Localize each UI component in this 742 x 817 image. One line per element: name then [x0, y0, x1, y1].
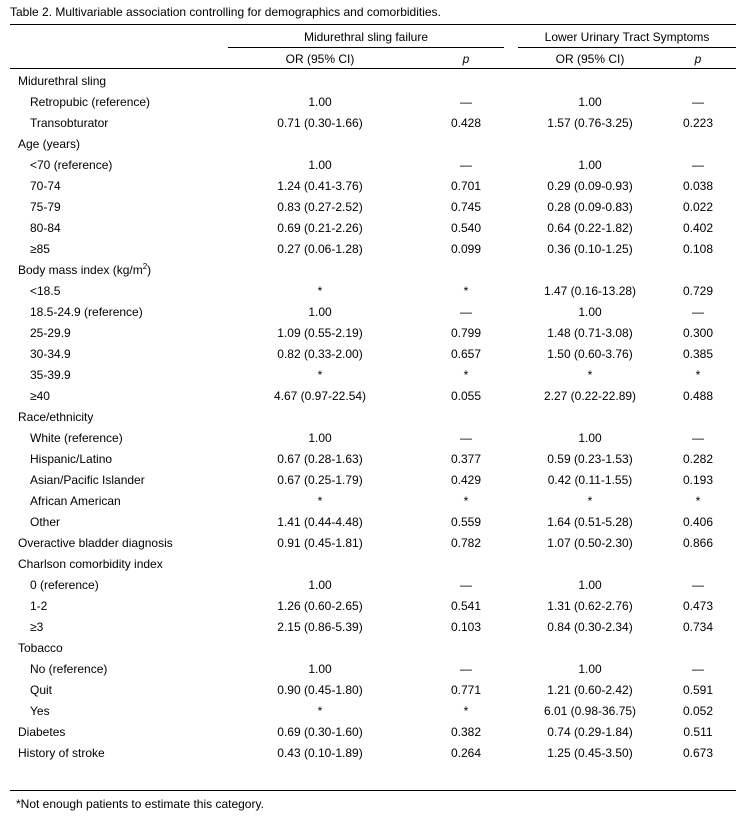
p-value-1: —: [460, 662, 472, 676]
p-value-1: 0.799: [450, 326, 482, 340]
p-value-2: *: [695, 494, 701, 508]
table-caption: Table 2. Multivariable association controlling for demographics and comorbidities.: [10, 5, 441, 19]
or-value-2: 1.00: [578, 95, 602, 109]
or-value-1: 1.00: [308, 305, 332, 319]
p-value-1: —: [460, 158, 472, 172]
row-label: [30, 704, 50, 718]
row-label: [30, 95, 150, 109]
p-value-2: 0.052: [682, 704, 714, 718]
p-value-1: 0.771: [450, 683, 482, 697]
header-or-1: OR (95% CI): [285, 52, 355, 66]
row-label: [30, 578, 99, 592]
p-value-2: 0.511: [683, 725, 713, 739]
row-label-text: African American: [30, 494, 121, 508]
row-label: [30, 473, 145, 487]
row-label-text: 25-29.9: [30, 326, 71, 340]
row-label: [30, 515, 60, 529]
or-value-2: 1.21 (0.60-2.42): [547, 683, 633, 697]
or-value-1: 0.82 (0.33-2.00): [277, 347, 363, 361]
p-value-2: 0.282: [682, 452, 714, 466]
or-value-2: 1.57 (0.76-3.25): [547, 116, 633, 130]
p-value-1: —: [460, 95, 472, 109]
row-label: [30, 305, 143, 319]
row-label: [30, 200, 61, 214]
header-p-2: p: [694, 52, 702, 66]
p-value-2: 0.673: [682, 746, 714, 760]
row-label-text: Hispanic/Latino: [30, 452, 113, 466]
or-value-2: 0.28 (0.09-0.83): [547, 200, 633, 214]
or-value-1: 0.43 (0.10-1.89): [277, 746, 363, 760]
or-value-1: 0.27 (0.06-1.28): [277, 242, 363, 256]
row-label-text: 0 (reference): [30, 578, 99, 592]
p-value-2: 0.385: [682, 347, 714, 361]
row-label-text: Yes: [30, 704, 50, 718]
row-label-text: Asian/Pacific Islander: [30, 473, 145, 487]
row-label-text: Overactive bladder diagnosis: [18, 536, 173, 550]
row-group-label: [18, 263, 151, 277]
p-value-2: 0.473: [682, 599, 714, 613]
or-value-2: 0.29 (0.09-0.93): [547, 179, 633, 193]
p-value-2: —: [692, 158, 704, 172]
row-label: [30, 389, 50, 403]
row-group-label: [18, 536, 173, 550]
p-value-1: *: [463, 494, 469, 508]
row-label-text: Tobacco: [18, 641, 63, 655]
row-label: [30, 242, 50, 256]
row-label-text: <70 (reference): [30, 158, 113, 172]
or-value-1: 1.00: [308, 431, 332, 445]
row-label: [30, 116, 108, 130]
p-value-1: 0.429: [450, 473, 482, 487]
or-value-1: 0.69 (0.30-1.60): [277, 725, 363, 739]
or-value-2: *: [587, 494, 593, 508]
row-label-text: 70-74: [30, 179, 61, 193]
row-label: [30, 620, 43, 634]
p-value-1: —: [460, 305, 472, 319]
or-value-1: 1.24 (0.41-3.76): [277, 179, 363, 193]
row-group-label: [18, 746, 105, 760]
p-value-1: 0.657: [450, 347, 482, 361]
or-value-2: 1.07 (0.50-2.30): [547, 536, 633, 550]
header-or-2: OR (95% CI): [555, 52, 625, 66]
row-group-label: [18, 74, 106, 88]
p-value-2: 0.734: [682, 620, 714, 634]
or-value-2: 1.31 (0.62-2.76): [547, 599, 633, 613]
row-label: [30, 599, 47, 613]
row-label-text: ≥85: [30, 242, 50, 256]
p-value-2: 0.406: [682, 515, 714, 529]
or-value-2: 0.59 (0.23-1.53): [547, 452, 633, 466]
p-value-1: *: [463, 284, 469, 298]
row-group-label: [18, 725, 65, 739]
p-value-1: 0.540: [450, 221, 482, 235]
row-label-text: Race/ethnicity: [18, 410, 94, 424]
row-label-text: Charlson comorbidity index: [18, 557, 163, 571]
row-label: [30, 452, 112, 466]
p-value-2: 0.729: [682, 284, 714, 298]
bottom-rule: [10, 790, 736, 791]
p-value-1: 0.541: [450, 599, 482, 613]
or-value-1: 0.67 (0.25-1.79): [277, 473, 363, 487]
row-label: [30, 158, 112, 172]
p-value-1: 0.745: [450, 200, 482, 214]
or-value-2: 1.00: [578, 431, 602, 445]
p-value-2: 0.591: [682, 683, 714, 697]
p-value-1: *: [463, 704, 469, 718]
or-value-1: 0.71 (0.30-1.66): [277, 116, 363, 130]
row-label-text: Retropubic (reference): [30, 95, 151, 109]
p-value-1: —: [460, 578, 472, 592]
or-value-2: 0.42 (0.11-1.55): [547, 473, 633, 487]
or-value-2: 1.48 (0.71-3.08): [547, 326, 633, 340]
p-value-2: —: [692, 431, 704, 445]
or-value-1: 2.15 (0.86-5.39): [277, 620, 363, 634]
p-value-2: 0.402: [682, 221, 714, 235]
header-rule: [10, 68, 736, 69]
p-value-2: —: [692, 305, 704, 319]
or-value-1: 1.00: [308, 95, 332, 109]
row-label-text: White (reference): [30, 431, 123, 445]
row-label-text: 75-79: [30, 200, 61, 214]
p-value-2: 0.193: [682, 473, 714, 487]
p-value-2: —: [692, 95, 704, 109]
or-value-1: *: [317, 494, 323, 508]
p-value-1: *: [463, 368, 469, 382]
or-value-2: 1.64 (0.51-5.28): [547, 515, 633, 529]
or-value-1: 0.69 (0.21-2.26): [277, 221, 363, 235]
row-label-text: Quit: [30, 683, 53, 697]
row-label-text: 18.5-24.9 (reference): [30, 305, 143, 319]
row-label-text: ≥3: [30, 620, 44, 634]
header-group-sling-failure: Midurethral sling failure: [303, 30, 429, 44]
or-value-1: 0.67 (0.28-1.63): [277, 452, 363, 466]
p-value-2: —: [692, 578, 704, 592]
row-label-text: Other: [30, 515, 61, 529]
row-label-text: Midurethral sling: [18, 74, 107, 88]
row-label-text: <18.5: [30, 284, 61, 298]
row-label: [30, 326, 71, 340]
row-label: [30, 431, 123, 445]
p-value-1: 0.382: [450, 725, 482, 739]
p-value-1: 0.559: [450, 515, 482, 529]
row-label-text: 30-34.9: [30, 347, 71, 361]
row-group-label: [18, 137, 80, 151]
or-value-1: 0.91 (0.45-1.81): [277, 536, 363, 550]
or-value-1: 1.26 (0.60-2.65): [277, 599, 363, 613]
or-value-2: 1.50 (0.60-3.76): [547, 347, 633, 361]
row-group-label: [18, 557, 163, 571]
table-footnote: *Not enough patients to estimate this category.: [16, 797, 264, 811]
row-group-label: [18, 641, 63, 655]
p-value-2: 0.488: [682, 389, 714, 403]
row-label-text: Transobturator: [30, 116, 109, 130]
p-value-1: 0.099: [450, 242, 482, 256]
header-p-1: p: [462, 52, 470, 66]
or-value-2: 1.00: [578, 158, 602, 172]
group2-rule: [518, 47, 736, 48]
or-value-2: 6.01 (0.98-36.75): [543, 704, 637, 718]
or-value-1: 1.09 (0.55-2.19): [277, 326, 363, 340]
or-value-2: 0.84 (0.30-2.34): [547, 620, 633, 634]
p-value-2: *: [695, 368, 701, 382]
or-value-1: 1.00: [308, 578, 332, 592]
row-label: [30, 179, 61, 193]
or-value-2: 1.25 (0.45-3.50): [547, 746, 633, 760]
or-value-1: *: [317, 368, 323, 382]
p-value-2: 0.038: [682, 179, 714, 193]
row-label-text: Diabetes: [18, 725, 66, 739]
or-value-1: 1.00: [308, 662, 332, 676]
row-label-text: 35-39.9: [30, 368, 71, 382]
or-value-2: 2.27 (0.22-22.89): [543, 389, 637, 403]
group1-rule: [228, 47, 504, 48]
p-value-1: 0.701: [450, 179, 482, 193]
row-label: [30, 494, 121, 508]
row-label: [30, 347, 71, 361]
or-value-2: 1.00: [578, 578, 602, 592]
p-value-2: 0.223: [682, 116, 714, 130]
row-group-label: [18, 410, 93, 424]
p-value-1: 0.377: [450, 452, 482, 466]
row-label-text: History of stroke: [18, 746, 105, 760]
row-label-text: Body mass index (kg/m: [18, 263, 143, 277]
or-value-1: 1.41 (0.44-4.48): [277, 515, 363, 529]
p-value-2: 0.022: [682, 200, 714, 214]
or-value-1: 1.00: [308, 158, 332, 172]
or-value-1: *: [317, 704, 323, 718]
or-value-2: 1.00: [578, 662, 602, 676]
or-value-1: 0.83 (0.27-2.52): [277, 200, 363, 214]
or-value-2: 1.47 (0.16-13.28): [543, 284, 637, 298]
or-value-2: *: [587, 368, 593, 382]
p-value-1: —: [460, 431, 472, 445]
p-value-2: 0.108: [682, 242, 714, 256]
p-value-1: 0.264: [450, 746, 482, 760]
row-label-text: No (reference): [30, 662, 108, 676]
row-label: [30, 221, 61, 235]
p-value-1: 0.428: [450, 116, 482, 130]
header-group-luts: Lower Urinary Tract Symptoms: [544, 30, 710, 44]
row-label-text: 1-2: [30, 599, 48, 613]
row-label: [30, 662, 107, 676]
p-value-1: 0.782: [450, 536, 482, 550]
p-value-1: 0.055: [450, 389, 482, 403]
row-label-text: 80-84: [30, 221, 61, 235]
p-value-2: —: [692, 662, 704, 676]
or-value-2: 1.00: [578, 305, 602, 319]
row-label-text: ≥40: [30, 389, 50, 403]
or-value-2: 0.64 (0.22-1.82): [547, 221, 633, 235]
row-label: [30, 683, 52, 697]
or-value-1: *: [317, 284, 323, 298]
or-value-2: 0.74 (0.29-1.84): [547, 725, 633, 739]
row-label: [30, 368, 71, 382]
p-value-2: 0.300: [682, 326, 714, 340]
or-value-1: 0.90 (0.45-1.80): [277, 683, 363, 697]
p-value-2: 0.866: [682, 536, 714, 550]
or-value-1: 4.67 (0.97-22.54): [273, 389, 367, 403]
row-label: [30, 284, 60, 298]
superscript: 2: [142, 262, 148, 271]
p-value-1: 0.103: [450, 620, 482, 634]
or-value-2: 0.36 (0.10-1.25): [547, 242, 633, 256]
top-rule: [10, 24, 736, 25]
row-label-text: Age (years): [18, 137, 81, 151]
row-label-suffix: ): [147, 263, 152, 277]
